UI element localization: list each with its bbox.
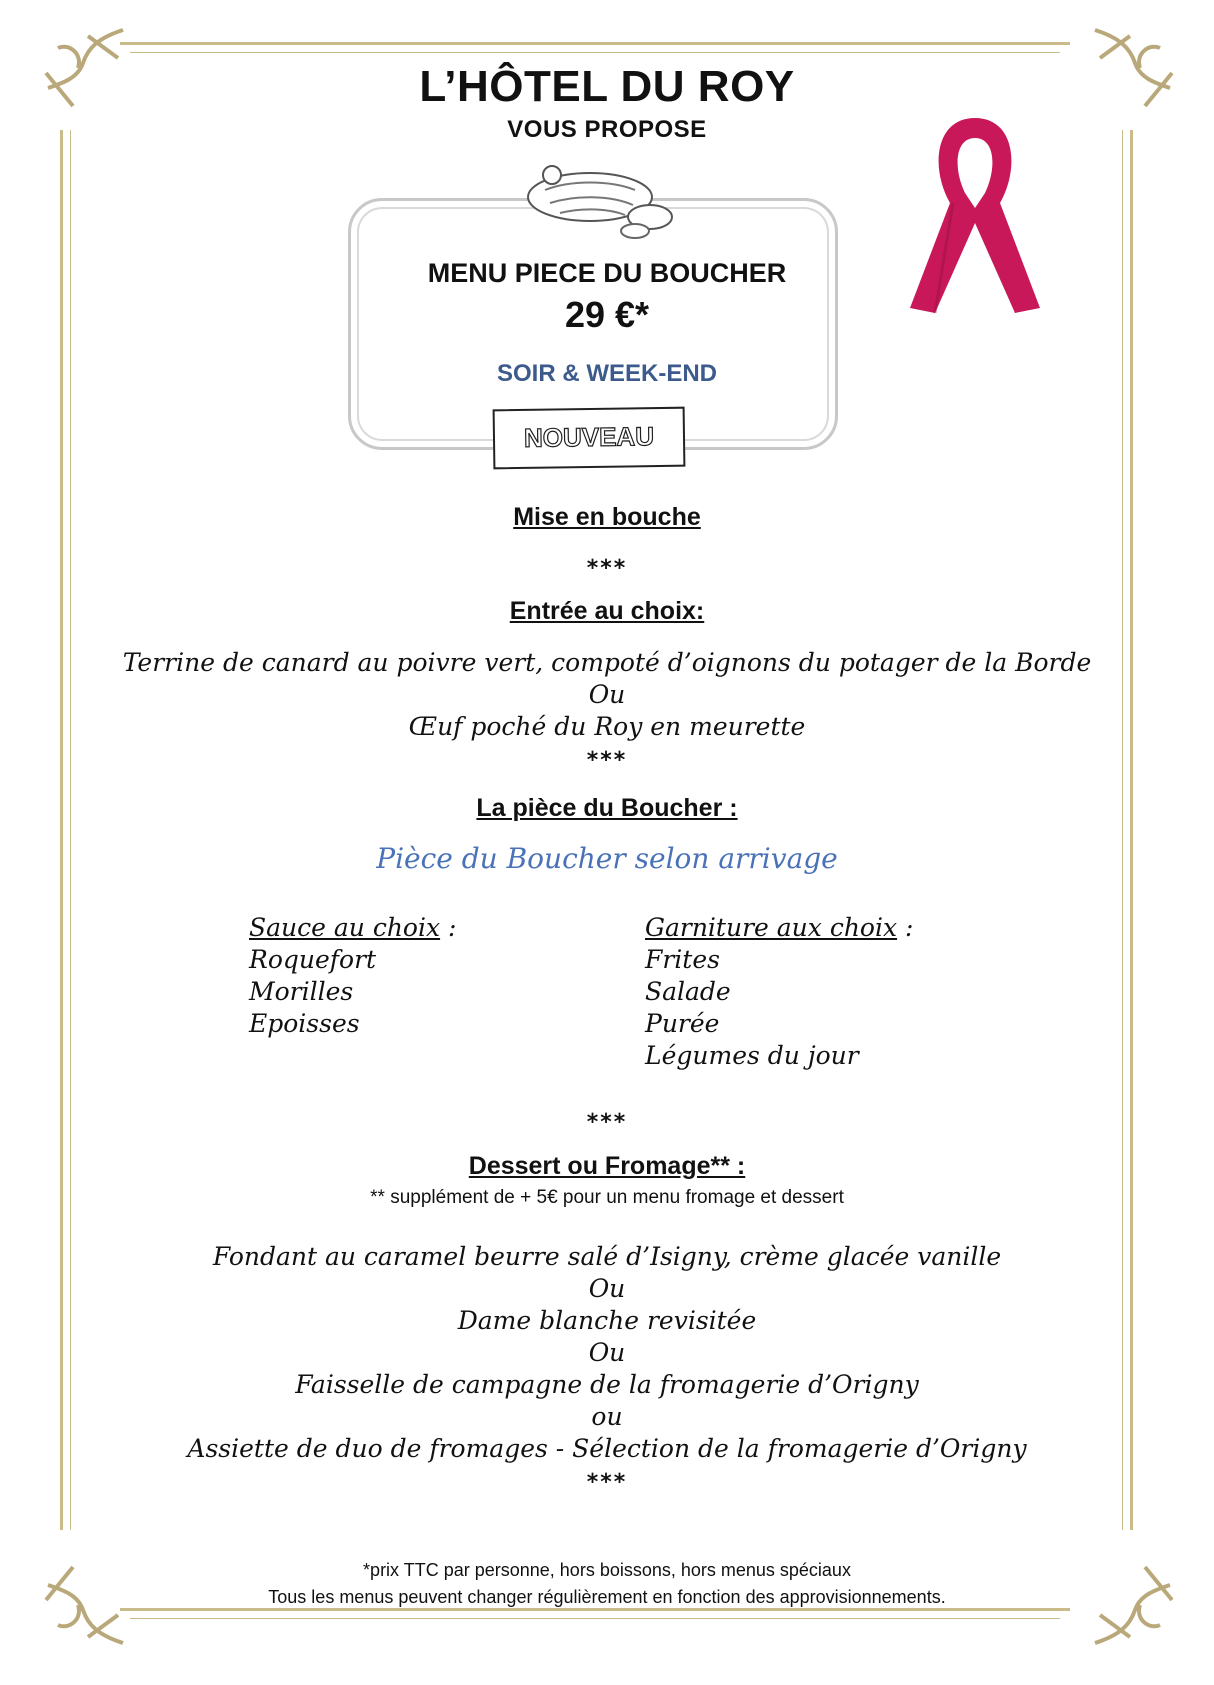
- dessert-option-4: Assiette de duo de fromages - Sélection de la fromagerie d’Origny: [187, 1434, 1027, 1463]
- entree-or: Ou: [588, 680, 626, 709]
- sauce-item: Morilles: [249, 977, 354, 1006]
- frame-top-outer: [120, 42, 1070, 45]
- dessert-option-1: Fondant au caramel beurre salé d’Isigny, crème glacée vanille: [212, 1242, 1002, 1271]
- footer-price-note: *prix TTC par personne, hors boissons, hors menus spéciaux: [363, 1560, 851, 1580]
- separator-4: ***: [586, 1470, 628, 1495]
- piece-heading: La pièce du Boucher :: [476, 794, 738, 822]
- garniture-item: Salade: [645, 977, 731, 1006]
- separator-3: ***: [586, 1110, 628, 1135]
- entree-option-2: Œuf poché du Roy en meurette: [408, 712, 806, 741]
- piece-description: Pièce du Boucher selon arrivage: [376, 842, 838, 875]
- entree-heading: Entrée au choix:: [509, 597, 705, 625]
- entree-option-1: Terrine de canard au poivre vert, compoté d’oignons du potager de la Borde: [122, 648, 1092, 677]
- dessert-option-3: Faisselle de campagne de la fromagerie d’Origny: [295, 1370, 919, 1399]
- dessert-heading: Dessert ou Fromage** :: [468, 1152, 746, 1180]
- sauce-item: Roquefort: [249, 945, 377, 974]
- footer-menu-note: Tous les menus peuvent changer régulièrement en fonction des approvisionnements.: [268, 1587, 946, 1607]
- separator-2: ***: [586, 748, 628, 773]
- new-badge: NOUVEAU: [493, 407, 686, 470]
- garniture-item: Frites: [645, 945, 720, 974]
- dessert-option-2: Dame blanche revisitée: [457, 1306, 757, 1335]
- frame-bottom-inner: [130, 1618, 1060, 1619]
- dessert-or-2: Ou: [588, 1338, 626, 1367]
- sauce-item: Epoisses: [249, 1009, 360, 1038]
- menu-availability: SOIR & WEEK-END: [496, 360, 717, 387]
- sauce-heading-text: Sauce au choix: [249, 913, 441, 942]
- mise-en-bouche-heading: Mise en bouche: [513, 503, 701, 531]
- menu-name: MENU PIECE DU BOUCHER: [427, 258, 787, 288]
- dessert-or-3: ou: [591, 1402, 623, 1431]
- sauce-heading-colon: :: [440, 913, 457, 942]
- sauce-heading: [249, 912, 456, 944]
- hotel-title: L’HÔTEL DU ROY: [419, 62, 795, 111]
- garniture-item: Purée: [645, 1009, 720, 1038]
- steak-illustration-icon: [515, 155, 680, 245]
- separator-1: ***: [586, 556, 628, 581]
- garniture-heading-colon: :: [897, 913, 914, 942]
- dessert-note: ** supplément de + 5€ pour un menu fromage et dessert: [370, 1187, 844, 1208]
- garniture-heading: [645, 912, 913, 944]
- menu-price: 29 €*: [564, 294, 650, 335]
- garniture-item: Légumes du jour: [645, 1041, 859, 1070]
- frame-top-inner: [130, 52, 1060, 53]
- garniture-heading-text: Garniture aux choix: [645, 913, 898, 942]
- garniture-column: [645, 912, 913, 1072]
- sauce-column: [249, 912, 456, 1040]
- hotel-subtitle: VOUS PROPOSE: [507, 116, 707, 143]
- dessert-or-1: Ou: [588, 1274, 626, 1303]
